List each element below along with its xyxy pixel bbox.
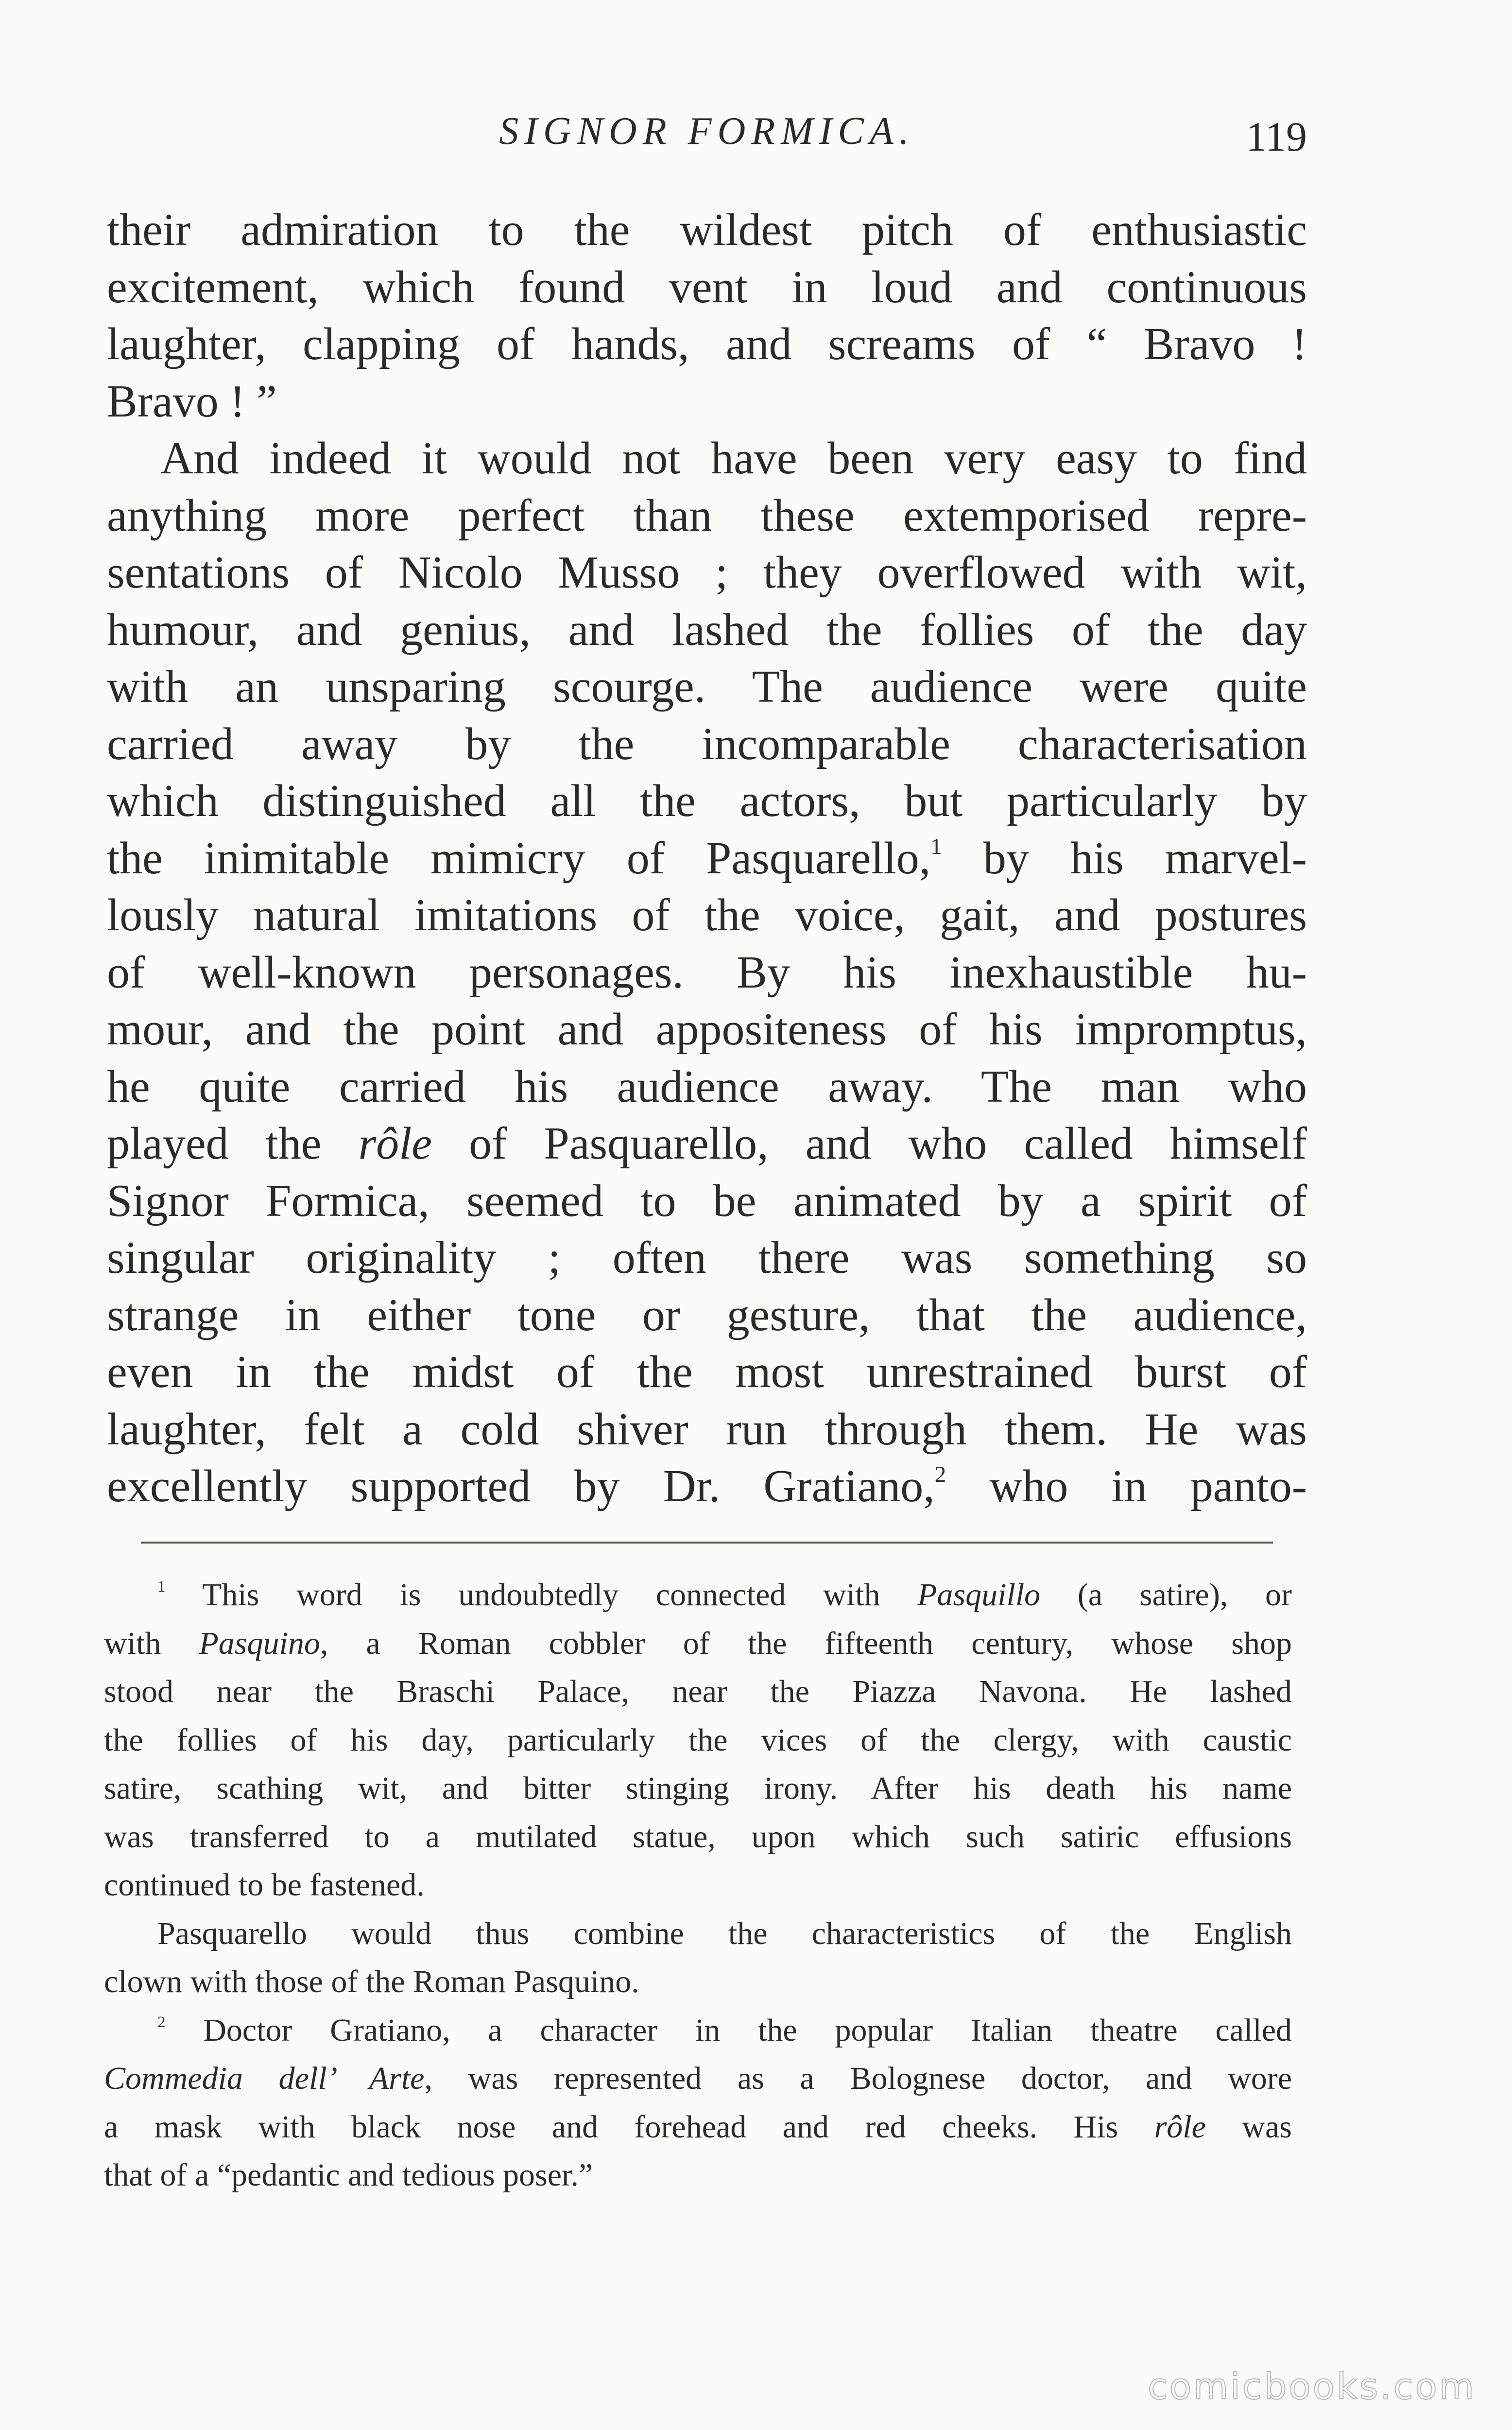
line-segment: the inimitable mimicry of Pasquarello, xyxy=(107,833,931,884)
footnote-ref-2[interactable]: 2 xyxy=(934,1462,946,1488)
text-line: that of a “pedantic and tedious poser.” xyxy=(104,2157,593,2193)
text-line xyxy=(104,2006,1292,2055)
line-segment: (a satire), or xyxy=(1040,1577,1292,1613)
page-number: 119 xyxy=(1246,113,1307,160)
text-line: singular originality ; often there was something so xyxy=(107,1232,1307,1283)
text-line: laughter, clapping of hands, and screams of “ Bravo ! xyxy=(107,319,1307,369)
text-line xyxy=(104,2103,1292,2152)
text-line: carried away by the incomparable characterisation xyxy=(107,718,1307,769)
line-segment: Doctor Gratiano, a character in the popular Italian theatre called xyxy=(165,2012,1292,2048)
line-segment: excellently supported by Dr. Gratiano, xyxy=(107,1461,935,1511)
running-title: SIGNOR FORMICA. xyxy=(499,110,915,153)
text-line: Signor Formica, seemed to be animated by a spirit of xyxy=(107,1175,1307,1226)
line-segment: , was represented as a Bolognese doctor, and wore xyxy=(424,2061,1292,2096)
paragraph-1 xyxy=(107,202,1307,430)
page-header xyxy=(107,109,1307,173)
text-line: humour, and genius, and lashed the follies of the day xyxy=(107,604,1307,655)
text-line: which distinguished all the actors, but particularly by xyxy=(107,776,1307,826)
text-line: mour, and the point and appositeness of his impromptus, xyxy=(107,1004,1307,1055)
italic-term: rôle xyxy=(1154,2109,1206,2145)
footnote-2 xyxy=(104,2006,1292,2200)
line-segment: This word is undoubtedly connected with xyxy=(165,1577,918,1613)
paragraph-2 xyxy=(107,430,1307,1515)
text-line: their admiration to the wildest pitch of enthusiastic xyxy=(107,205,1307,255)
text-line: even in the midst of the most unrestrained burst of xyxy=(107,1347,1307,1397)
footnote-ref-1[interactable]: 1 xyxy=(930,833,942,859)
text-line: Pasquarello would thus combine the characteristics of the English xyxy=(157,1915,1292,1951)
footnote-marker: 1 xyxy=(157,1578,166,1596)
text-line: anything more perfect than these extemporised repre- xyxy=(107,490,1307,541)
footnote-1-continued xyxy=(104,1909,1292,2006)
italic-term: rôle xyxy=(358,1118,432,1169)
text-line: with an unsparing scourge. The audience were quite xyxy=(107,661,1307,712)
text-line: laughter, felt a cold shiver run through them. He was xyxy=(107,1404,1307,1455)
text-line: continued to be fastened. xyxy=(104,1867,425,1903)
watermark-logo: comicbooks.com xyxy=(1148,2366,1476,2408)
italic-term: Pasquillo xyxy=(917,1577,1041,1613)
text-line: stood near the Braschi Palace, near the Piazza Navona. He lashed xyxy=(104,1674,1292,1709)
footnote-1 xyxy=(104,1571,1292,1909)
text-line: was transferred to a mutilated statue, upon which such satiric effusions xyxy=(104,1819,1292,1855)
line-segment: played the xyxy=(107,1118,359,1169)
footnote-divider xyxy=(141,1542,1273,1544)
text-line: strange in either tone or gesture, that the audience, xyxy=(107,1289,1307,1340)
line-segment: was xyxy=(1205,2109,1292,2145)
text-line xyxy=(104,1619,1292,1668)
text-line: clown with those of the Roman Pasquino. xyxy=(104,1964,639,1999)
text-line xyxy=(107,1115,1307,1173)
line-segment: by his marvel- xyxy=(942,833,1307,884)
text-line: excitement, which found vent in loud and continuous xyxy=(107,261,1307,312)
text-line: of well-known personages. By his inexhaustible hu- xyxy=(107,947,1307,998)
text-line xyxy=(107,830,1307,887)
footnote-marker: 2 xyxy=(157,2013,166,2031)
text-line: the follies of his day, particularly the vices of the clergy, with caustic xyxy=(104,1722,1292,1758)
text-line: lously natural imitations of the voice, gait, and postures xyxy=(107,890,1307,940)
text-line xyxy=(104,2054,1292,2103)
text-line: satire, scathing wit, and bitter stinging irony. After his death his name xyxy=(104,1770,1292,1806)
line-segment: who in panto- xyxy=(946,1461,1307,1511)
text-line xyxy=(104,1571,1292,1619)
text-line: he quite carried his audience away. The man who xyxy=(107,1061,1307,1112)
text-line: Bravo ! ” xyxy=(107,376,277,427)
text-line: sentations of Nicolo Musso ; they overflowed with wit, xyxy=(107,547,1307,598)
italic-term: Commedia dell’ Arte xyxy=(104,2061,425,2096)
line-segment: a mask with black nose and forehead and red cheeks. His xyxy=(104,2109,1154,2145)
text-line xyxy=(107,1458,1307,1515)
line-segment: with xyxy=(104,1625,199,1661)
text-line: And indeed it would not have been very easy to find xyxy=(160,433,1307,484)
italic-term: Pasquino xyxy=(199,1625,320,1661)
line-segment: , a Roman cobbler of the fifteenth century, whose shop xyxy=(320,1625,1292,1661)
body-text xyxy=(107,202,1307,1515)
line-segment: of Pasquarello, and who called himself xyxy=(432,1118,1307,1169)
footnotes xyxy=(104,1571,1292,2200)
